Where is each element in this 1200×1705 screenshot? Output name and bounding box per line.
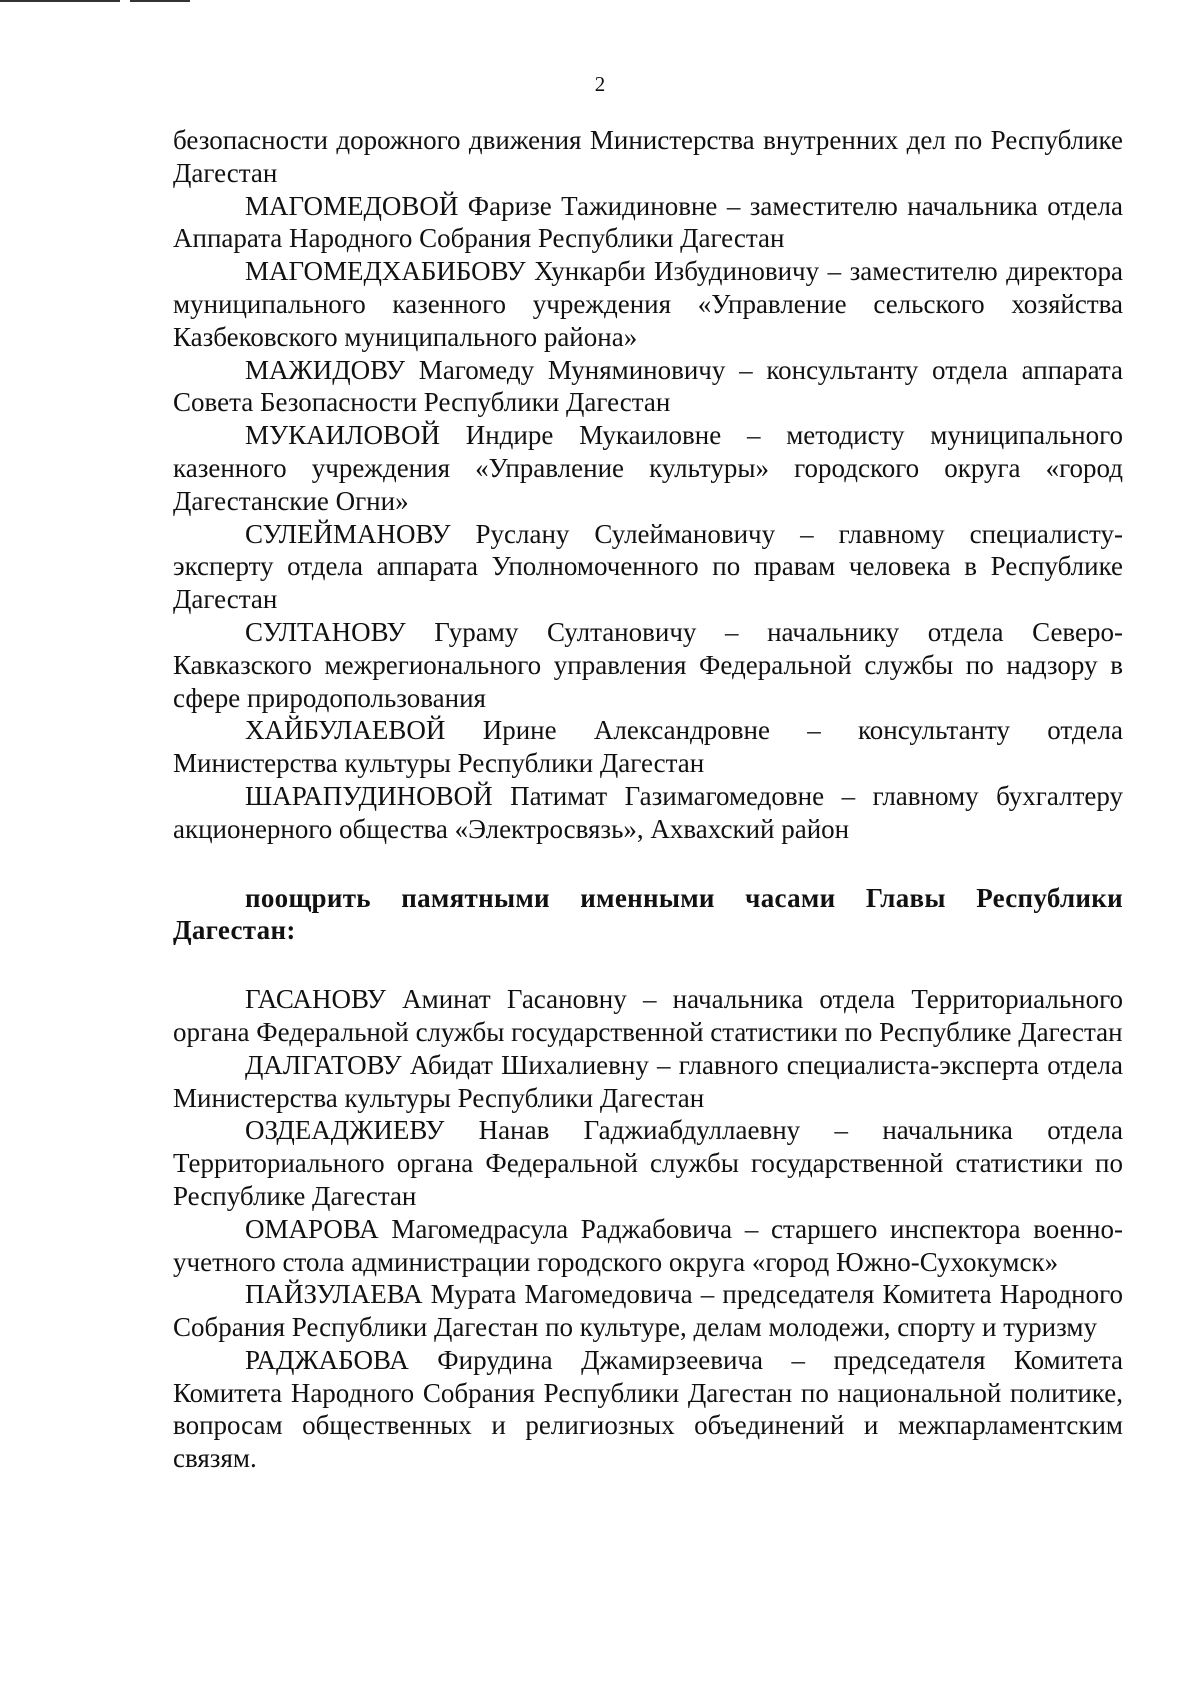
list-item: ОЗДЕАДЖИЕВУ Нанав Гаджиабдуллаевну – начальника отдела Территориального органа Федеральной службы государственной статистики по Республике Дагестан <box>173 1115 1123 1211</box>
list-item: ГАСАНОВУ Аминат Гасановну – начальника отдела Территориального органа Федеральной службы государственной статистики по Республике Дагестан <box>173 984 1123 1047</box>
list-item: МУКАИЛОВОЙ Индире Мукаиловне – методисту муниципального казенного учреждения «Управление культуры» городского округа «город Дагестанские Огни» <box>173 420 1123 516</box>
award-list-watch-recipients <box>173 983 1123 1475</box>
list-item: РАДЖАБОВА Фирудина Джамирзеевича – председателя Комитета Комитета Народного Собрания Республики Дагестан по национальной политике, вопросам общественных и религиозных объединений и межпарламентским связям. <box>173 1344 1123 1474</box>
list-item: СУЛЕЙМАНОВУ Руслану Сулеймановичу – главному специалисту-эксперту отдела аппарата Уполномоченного по правам человека в Республике Дагестан <box>173 518 1123 615</box>
list-item: СУЛТАНОВУ Гураму Султановичу – начальнику отдела Северо-Кавказского межрегионального управления Федеральной службы по надзору в сфере природопользования <box>173 616 1123 713</box>
list-item: МАГОМЕДХАБИБОВУ Хункарби Избудиновичу – заместителю директора муниципального казенного учреждения «Управление сельского хозяйства Казбековского муниципального района» <box>173 256 1123 352</box>
list-item: ШАРАПУДИНОВОЙ Патимат Газимагомедовне – главному бухгалтеру акционерного общества «Электросвязь», Ахвахский район <box>173 780 1123 844</box>
list-item: безопасности дорожного движения Министерства внутренних дел по Республике Дагестан <box>173 125 1123 188</box>
award-list-watch-recipients-prior <box>173 124 1123 846</box>
list-item: МАЖИДОВУ Магомеду Муняминовичу – консультанту отдела аппарата Совета Безопасности Республики Дагестан <box>173 354 1123 418</box>
list-item: ХАЙБУЛАЕВОЙ Ирине Александровне – консультанту отдела Министерства культуры Республики Дагестан <box>173 715 1123 779</box>
section-heading: поощрить памятными именными часами Главы Республики Дагестан: <box>173 882 1123 946</box>
list-item: ОМАРОВА Магомедрасула Раджабовича – старшего инспектора военно-учетного стола администрации городского округа «город Южно-Сухокумск» <box>173 1213 1123 1277</box>
scan-edge-mark <box>0 0 120 2</box>
list-item: МАГОМЕДОВОЙ Фаризе Тажидиновне – заместителю начальника отдела Аппарата Народного Собрания Республики Дагестан <box>173 190 1123 254</box>
page-number: 2 <box>594 72 606 96</box>
scan-edge-mark <box>130 0 190 2</box>
list-item: ПАЙЗУЛАЕВА Мурата Магомедовича – председателя Комитета Народного Собрания Республики Дагестан по культуре, делам молодежи, спорту и туризму <box>173 1279 1123 1343</box>
list-item: ДАЛГАТОВУ Абидат Шихалиевну – главного специалиста-эксперта отдела Министерства культуры Республики Дагестан <box>173 1049 1123 1113</box>
document-body <box>173 124 1123 1475</box>
